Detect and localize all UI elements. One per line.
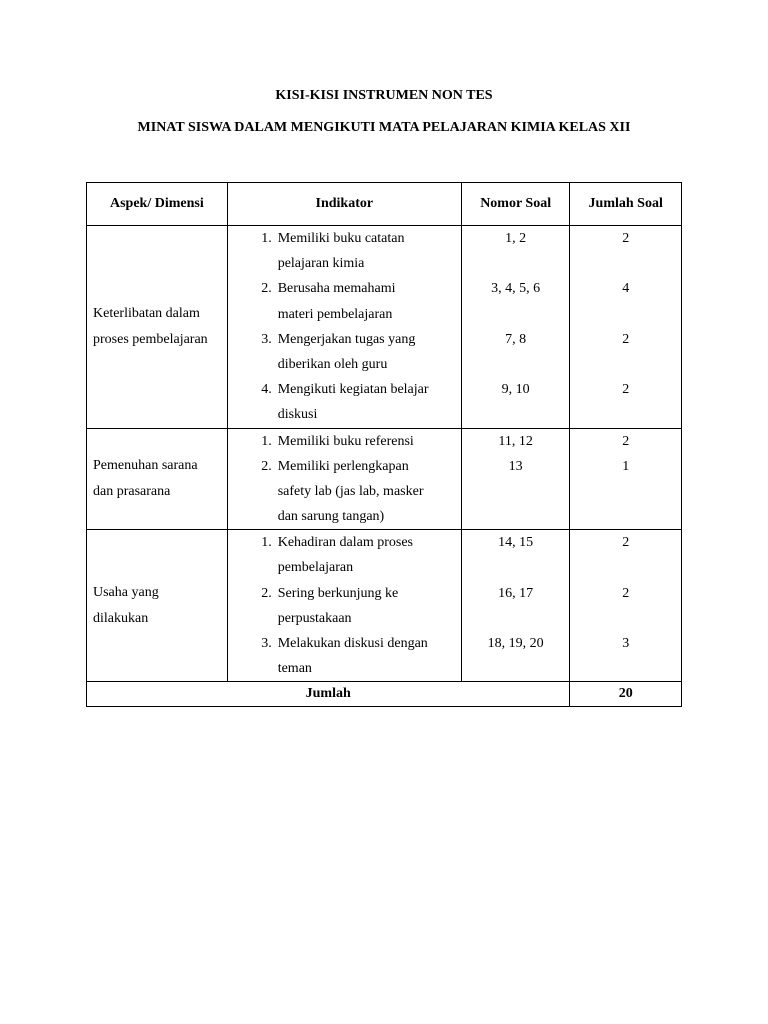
indicator-line xyxy=(228,656,461,681)
aspek-line: proses pembelajaran xyxy=(93,331,208,347)
indicator-text: Sering berkunjung ke xyxy=(277,585,399,601)
spacer-line xyxy=(462,504,570,529)
indicator-text: Berusaha memahami xyxy=(277,281,396,297)
jumlah-soal-value: 2 xyxy=(622,535,630,551)
indicator-text: Melakukan diskusi dengan xyxy=(277,636,428,651)
table-body xyxy=(87,226,682,682)
nomor-soal-value: 1, 2 xyxy=(505,231,527,246)
indicator-text: Kehadiran dalam proses xyxy=(277,535,413,551)
nomor-soal-value: 18, 19, 20 xyxy=(487,636,544,651)
spacer-line xyxy=(462,606,570,631)
aspek-cell xyxy=(87,428,228,530)
indikator-cell xyxy=(227,428,461,530)
indicator-number: 2. xyxy=(261,281,272,297)
spacer-line xyxy=(462,656,570,681)
indicator-line xyxy=(228,504,461,529)
indicator-text: Memiliki buku catatan xyxy=(277,231,405,246)
indicator-text: materi pembelajaran xyxy=(277,306,393,322)
document-title: KISI-KISI INSTRUMEN NON TES xyxy=(275,88,493,103)
table-header-row xyxy=(87,183,682,226)
indicator-text: Memiliki buku referensi xyxy=(277,433,414,449)
jumlah-soal-value: 2 xyxy=(622,331,630,347)
spacer-line xyxy=(570,302,681,327)
header-aspek: Aspek/ Dimensi xyxy=(87,183,228,226)
aspek-cell xyxy=(87,530,228,682)
indicator-line xyxy=(228,555,461,580)
indicator-line xyxy=(228,631,461,656)
spacer-line xyxy=(462,352,570,377)
nomor-soal-value: 14, 15 xyxy=(498,535,534,551)
jumlah-soal-cell xyxy=(570,226,682,429)
indicator-text: safety lab (jas lab, masker xyxy=(277,483,424,499)
aspek-line: Usaha yang xyxy=(93,585,159,601)
indicator-number: 1. xyxy=(261,433,272,449)
indicator-line xyxy=(228,530,461,555)
indicator-number: 3. xyxy=(261,636,272,651)
spacer-line xyxy=(570,479,681,504)
indicator-line xyxy=(228,402,461,427)
jumlah-soal-value: 4 xyxy=(622,281,630,297)
kisi-kisi-table xyxy=(86,182,682,707)
spacer-line xyxy=(462,302,570,327)
nomor-soal-cell xyxy=(461,530,570,682)
nomor-soal-value: 11, 12 xyxy=(498,433,533,449)
spacer-line xyxy=(462,479,570,504)
indicator-line xyxy=(228,352,461,377)
indicator-text: diskusi xyxy=(277,407,318,423)
indicator-line xyxy=(228,581,461,606)
jumlah-soal-value: 2 xyxy=(622,231,630,246)
indicator-number: 1. xyxy=(261,535,272,551)
document-subtitle: MINAT SISWA DALAM MENGIKUTI MATA PELAJARAN KIMIA KELAS XII xyxy=(137,120,631,135)
aspek-line: dan prasarana xyxy=(93,483,171,499)
jumlah-soal-cell xyxy=(570,530,682,682)
jumlah-soal-value: 2 xyxy=(622,382,630,398)
table-row xyxy=(87,530,682,682)
header-nomor-soal: Nomor Soal xyxy=(461,183,570,226)
header-indikator: Indikator xyxy=(227,183,461,226)
spacer-line xyxy=(462,555,570,580)
spacer-line xyxy=(570,251,681,276)
spacer-line xyxy=(570,352,681,377)
indicator-text: teman xyxy=(277,661,312,677)
nomor-soal-cell xyxy=(461,428,570,530)
spacer-line xyxy=(570,606,681,631)
indicator-line xyxy=(228,226,461,251)
indicator-line xyxy=(228,302,461,327)
jumlah-soal-value: 3 xyxy=(622,636,630,651)
header-jumlah-soal: Jumlah Soal xyxy=(570,183,682,226)
indicator-number: 2. xyxy=(261,585,272,601)
spacer-line xyxy=(570,656,681,681)
indicator-line xyxy=(228,454,461,479)
jumlah-soal-value: 2 xyxy=(622,585,630,601)
indicator-line xyxy=(228,479,461,504)
total-label: Jumlah xyxy=(87,682,570,707)
nomor-soal-cell xyxy=(461,226,570,429)
spacer-line xyxy=(570,504,681,529)
indicator-line xyxy=(228,606,461,631)
indicator-number: 4. xyxy=(261,382,272,398)
aspek-line: Pemenuhan sarana xyxy=(93,458,198,474)
aspek-cell xyxy=(87,226,228,429)
indicator-text: pelajaran kimia xyxy=(277,256,365,272)
indicator-text: pembelajaran xyxy=(277,560,354,576)
jumlah-soal-value: 2 xyxy=(622,433,630,449)
indikator-cell xyxy=(227,530,461,682)
indicator-text: Memiliki perlengkapan xyxy=(277,458,409,474)
total-value: 20 xyxy=(570,682,682,707)
spacer-line xyxy=(462,402,570,427)
spacer-line xyxy=(570,555,681,580)
indicator-text: dan sarung tangan) xyxy=(277,509,385,525)
spacer-line xyxy=(570,402,681,427)
indicator-number: 2. xyxy=(261,458,272,474)
indicator-text: Mengerjakan tugas yang xyxy=(277,331,416,347)
table-row xyxy=(87,428,682,530)
indicator-text: diberikan oleh guru xyxy=(277,356,388,372)
indicator-number: 1. xyxy=(261,231,272,246)
indicator-line xyxy=(228,251,461,276)
jumlah-soal-cell xyxy=(570,428,682,530)
indikator-cell xyxy=(227,226,461,429)
nomor-soal-value: 16, 17 xyxy=(498,585,534,601)
indicator-line xyxy=(228,377,461,402)
indicator-text: Mengikuti kegiatan belajar xyxy=(277,382,429,398)
indicator-line xyxy=(228,276,461,301)
indicator-number: 3. xyxy=(261,331,272,347)
jumlah-soal-value: 1 xyxy=(622,458,630,474)
table-row xyxy=(87,226,682,429)
nomor-soal-value: 3, 4, 5, 6 xyxy=(491,281,541,297)
spacer-line xyxy=(462,251,570,276)
nomor-soal-value: 9, 10 xyxy=(501,382,530,398)
nomor-soal-value: 13 xyxy=(508,458,523,474)
indicator-line xyxy=(228,327,461,352)
nomor-soal-value: 7, 8 xyxy=(505,331,527,347)
aspek-line: Keterlibatan dalam xyxy=(93,306,200,322)
indicator-text: perpustakaan xyxy=(277,610,352,626)
total-row xyxy=(87,682,682,707)
indicator-line xyxy=(228,429,461,454)
aspek-line: dilakukan xyxy=(93,610,149,626)
